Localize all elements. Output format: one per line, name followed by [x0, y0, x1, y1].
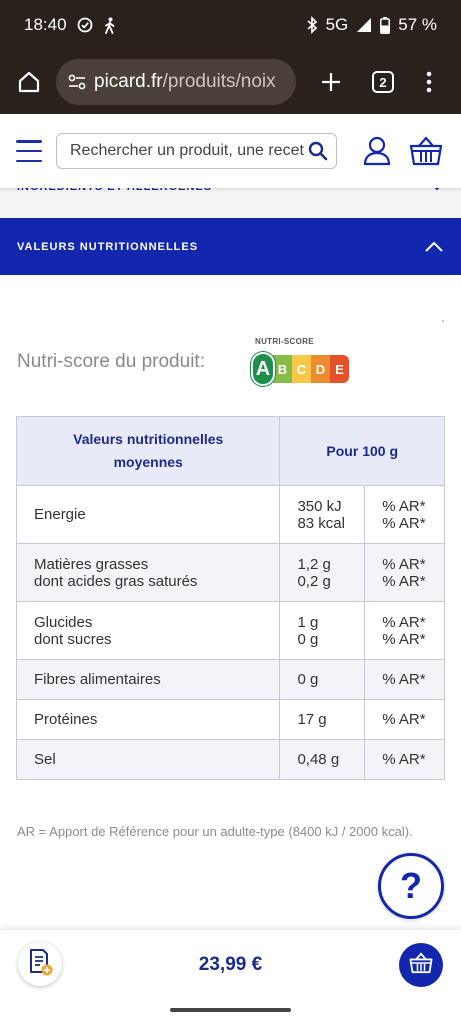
table-row [17, 486, 445, 544]
check-circle-icon [77, 17, 93, 33]
nutrient-name: Energie [17, 486, 280, 544]
home-icon[interactable] [14, 67, 44, 97]
site-settings-icon[interactable] [68, 74, 86, 90]
search-bar [56, 133, 337, 169]
nutrient-quantity: 350 kJ 83 kcal [280, 486, 365, 544]
ingredients-accordion[interactable] [0, 188, 461, 218]
nutrient-ar: % AR* % AR* [365, 544, 445, 602]
nutrition-accordion[interactable] [0, 218, 461, 275]
status-bar [0, 0, 461, 50]
network-type: 5G [325, 15, 349, 34]
nutrient-ar: % AR* % AR* [365, 602, 445, 660]
help-button[interactable]: ? [378, 853, 444, 919]
site-header [0, 114, 461, 188]
nutrient-name: Fibres alimentaires [17, 660, 280, 700]
table-header-per-100g: Pour 100 g [280, 417, 445, 486]
table-row [17, 660, 445, 700]
signal-icon [356, 17, 372, 33]
nutrient-name: Sel [17, 740, 280, 780]
chevron-up-icon [424, 241, 444, 253]
table-header-nutrients: Valeurs nutritionnelles moyennes [17, 417, 280, 486]
buy-bar [0, 929, 461, 997]
tab-switcher-button[interactable]: 2 [372, 71, 394, 93]
nutrient-name: Matières grasses dont acides gras saturés [17, 544, 280, 602]
nutrient-name: Glucides dont sucres [17, 602, 280, 660]
gesture-bar [0, 997, 461, 1024]
table-row [17, 740, 445, 780]
nutrient-name: Protéines [17, 700, 280, 740]
status-time: 18:40 [24, 15, 67, 34]
nutrient-quantity: 1 g 0 g [280, 602, 365, 660]
url-path: /produits/noix [162, 71, 276, 92]
table-header-row [17, 417, 445, 486]
nutrient-quantity: 0,48 g [280, 740, 365, 780]
nutriscore-letter: B [273, 355, 292, 383]
nutrient-ar: % AR* % AR* [365, 486, 445, 544]
new-tab-icon[interactable] [316, 67, 346, 97]
battery-icon [380, 17, 390, 34]
bluetooth-icon [306, 16, 318, 34]
product-price: 23,99 € [198, 954, 263, 975]
nutrient-ar: % AR* [365, 660, 445, 700]
basket-icon[interactable] [409, 136, 443, 166]
account-icon[interactable] [363, 136, 391, 166]
home-gesture-handle[interactable] [170, 1008, 291, 1012]
nutriscore-label: Nutri-score du produit: [17, 351, 205, 372]
nutrient-ar: % AR* [365, 700, 445, 740]
nutrient-ar: % AR* [365, 740, 445, 780]
browser-toolbar [0, 50, 461, 114]
nutriscore-caption: NUTRI-SCORE [255, 337, 314, 346]
table-row [17, 602, 445, 660]
nutriscore-letter: C [292, 355, 311, 383]
search-icon[interactable] [308, 141, 328, 161]
nutriscore-logo [251, 337, 351, 389]
walking-person-icon [103, 17, 117, 34]
nutriscore-scale [251, 352, 349, 386]
table-row [17, 544, 445, 602]
basket-icon [409, 952, 433, 979]
nutrition-table [16, 416, 445, 780]
menu-icon[interactable] [16, 140, 42, 162]
table-row [17, 700, 445, 740]
battery-level: 57 % [398, 15, 437, 34]
search-input[interactable] [70, 142, 304, 160]
nutrient-quantity: 17 g [280, 700, 365, 740]
nutrient-quantity: 1,2 g 0,2 g [280, 544, 365, 602]
ar-footnote: AR = Apport de Référence pour un adulte-type (8400 kJ / 2000 kcal). [17, 824, 413, 839]
nutrient-quantity: 0 g [280, 660, 365, 700]
url-domain: picard.fr [94, 71, 163, 92]
nutrition-title: VALEURS NUTRITIONNELLES [17, 240, 199, 253]
add-to-cart-button[interactable] [399, 943, 443, 987]
address-bar[interactable] [56, 59, 296, 105]
nutriscore-letter: D [311, 355, 330, 383]
more-options-icon[interactable] [424, 67, 434, 97]
nutriscore-grade: A [251, 352, 275, 386]
divider-dot [442, 320, 444, 322]
nutriscore-letter: E [330, 355, 349, 383]
